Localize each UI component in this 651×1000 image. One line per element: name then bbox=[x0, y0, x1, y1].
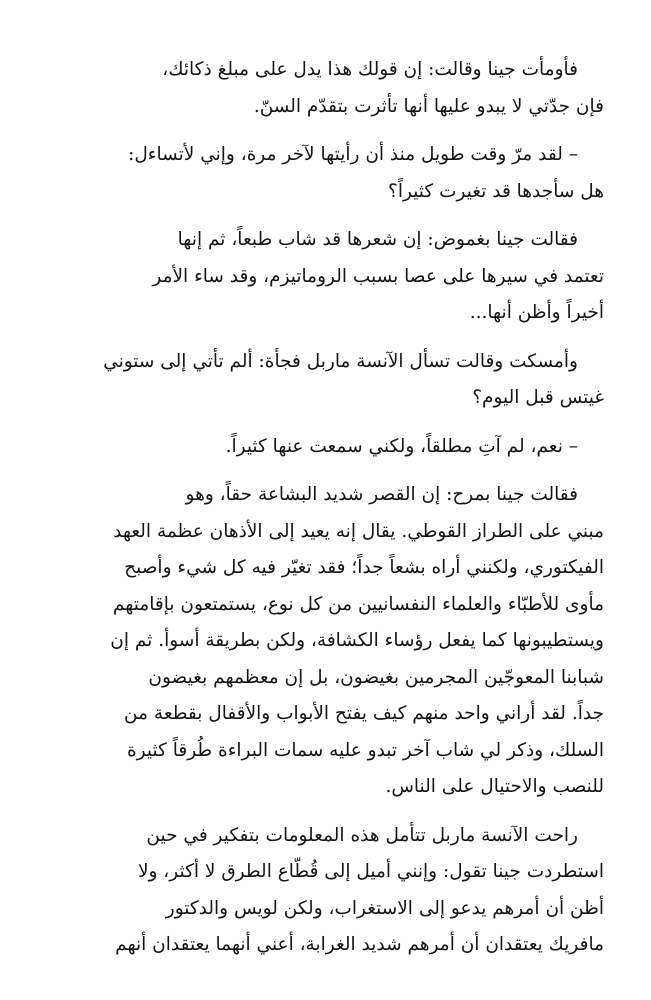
text-line: أخيراً وأظن أنها... bbox=[469, 302, 604, 323]
paragraph-6 bbox=[64, 477, 604, 806]
text-line: فإن جدّتي لا يبدو عليها أنها تأثرت بتقدّم السنّ. bbox=[253, 95, 604, 117]
text-line: السلك، وذكر لي شاب آخر تبدو عليه سمات البراءة طُرقاً كثيرة bbox=[126, 739, 604, 761]
text-line: مأوى للأطبّاء والعلماء النفسانيين من كل نوع، يستمتعون بإقامتهم bbox=[112, 593, 604, 615]
text-line: – نعم، لم آتِ مطلقاً، ولكني سمعت عنها كثيراً. bbox=[225, 435, 578, 457]
text-line: شبابنا المعوجّين المجرمين بغيضون، بل إن معظمهم بغيضون bbox=[148, 666, 604, 688]
text-line: مافريك يعتقدان أن أمرهم شديد الغرابة، أعني أنهما يعتقدان أنهم bbox=[115, 934, 604, 955]
text-line: فقالت جينا بغموض: إن شعرها قد شاب طبعاً، ثم إنها bbox=[177, 229, 578, 250]
text-line: غيتس قبل اليوم؟ bbox=[472, 387, 604, 408]
text-line: جداً. لقد أراني واحد منهم كيف يفتح الأبواب والأقفال بقطعة من bbox=[124, 703, 604, 724]
text-line: وأمسكت وقالت تسأل الآنسة ماربل فجأة: ألم تأتي إلى ستوني bbox=[103, 350, 578, 372]
paragraph-3 bbox=[64, 222, 604, 332]
paragraph-4 bbox=[64, 344, 604, 417]
text-line: للنصب والاحتيال على الناس. bbox=[385, 776, 604, 797]
paragraph-5 bbox=[64, 429, 604, 466]
paragraph-2 bbox=[64, 137, 604, 210]
text-line: راحت الآنسة ماربل تتأمل هذه المعلومات بتفكير في حين bbox=[146, 824, 578, 846]
text-line: فقالت جينا بمرح: إن القصر شديد البشاعة حقاً، وهو bbox=[185, 484, 578, 505]
text-line: مبني على الطراز القوطي. يقال إنه يعيد إلى الأذهان عظمة العهد bbox=[113, 520, 604, 542]
text-line: الفيكتوري، ولكنني أراه بشعاً جداً؛ فقد تغيّر فيه كل شيء وأصبح bbox=[124, 557, 604, 578]
text-line: – لقد مرّ وقت طويل منذ أن رأيتها لآخر مرة، وإني لأتساءل: bbox=[128, 144, 578, 165]
text-line: هل سأجدها قد تغيرت كثيراً؟ bbox=[388, 180, 604, 202]
text-line: أظن أن أمرهم يدعو إلى الاستغراب، ولكن لويس والدكتور bbox=[165, 897, 604, 919]
text-line: تعتمد في سيرها على عصا بسبب الروماتيزم، وقد ساء الأمر bbox=[152, 265, 604, 287]
book-page bbox=[64, 52, 604, 976]
text-line: استطردت جينا تقول: وإنني أميل إلى قُطّاع الطرق لا أكثر، ولا bbox=[137, 861, 604, 882]
text-line: ويستطيبونها كما يفعل رؤساء الكشافة، ولكن بطريقة أسوأ. ثم إن bbox=[110, 630, 604, 651]
paragraph-7 bbox=[64, 818, 604, 964]
paragraph-1 bbox=[64, 52, 604, 125]
text-line: فأومأت جينا وقالت: إن قولك هذا يدل على مبلغ ذكائك، bbox=[162, 59, 578, 80]
